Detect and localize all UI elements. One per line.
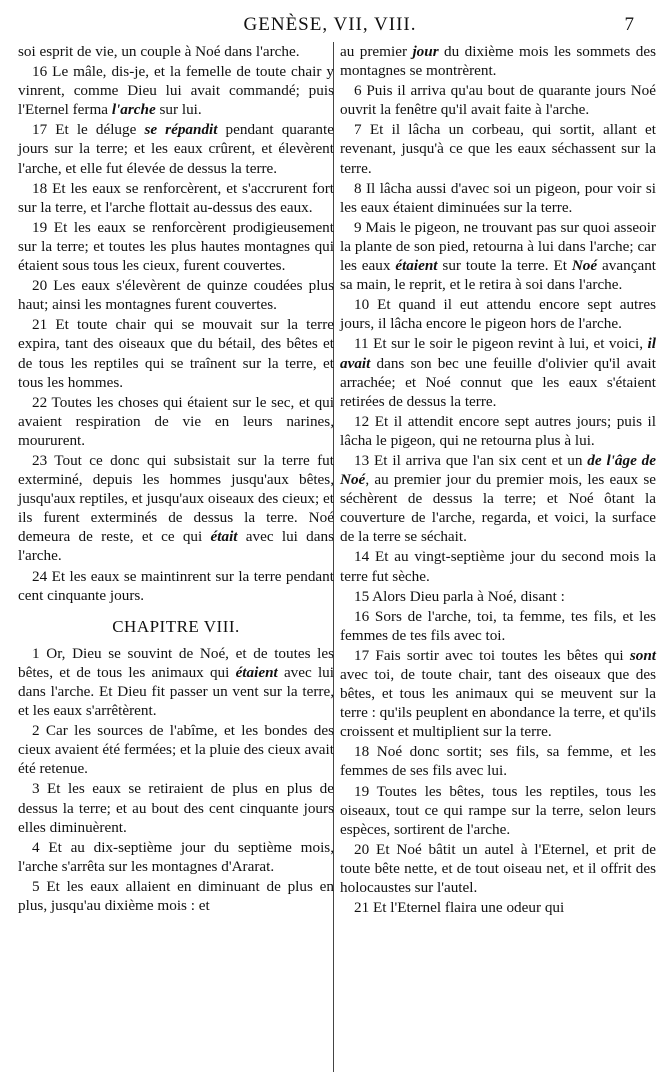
verse-7-24: 24 Et les eaux se maintinrent sur la terre pendant cent cinquante jours. [18, 567, 334, 604]
verse-8-7: 7 Et il lâcha un corbeau, qui sortit, allant et revenant, jusqu'à ce que les eaux séchassent sur la terre. [340, 121, 656, 177]
verse-8-13: 13 Et il arriva que l'an six cent et un de l'âge de Noé, au premier jour du premier mois, les eaux se séchèrent de dessus la terre; et Noé ôtant la couverture de l'arche, regarda, et voici, la surface de la terre se séchait. [340, 451, 656, 546]
verse-8-12: 12 Et il attendit encore sept autres jours; puis il lâcha le pigeon, qui ne retourna plus à lui. [340, 412, 656, 449]
verse-7-18: 18 Et les eaux se renforcèrent, et s'accrurent fort sur la terre, et l'arche flottait au-dessus des eaux. [18, 179, 334, 216]
verse-8-18: 18 Noé donc sortit; ses fils, sa femme, et les femmes de ses fils avec lui. [340, 743, 656, 780]
verse-8-14: 14 Et au vingt-septième jour du second mois la terre fut sèche. [340, 548, 656, 585]
verse-8-1: 1 Or, Dieu se souvint de Noé, et de toutes les bêtes, et de tous les animaux qui étaient avec lui dans l'arche. Et Dieu fit passer un vent sur la terre, et les eaux s'arrêtèrent. [18, 644, 334, 720]
verse-8-15: 15 Alors Dieu parla à Noé, disant : [354, 587, 565, 605]
verse-7-21: 21 Et toute chair qui se mouvait sur la terre expira, tant des oiseaux que du bétail, des bêtes et de tous les reptiles qui se traînent sur la terre, et tous les hommes. [18, 316, 334, 391]
verse-7-19: 19 Et les eaux se renforcèrent prodigieusement sur la terre; et toutes les plus hautes montagnes qui étaient sous tous les cieux, furent couvertes. [18, 218, 334, 275]
running-title: GENÈSE, VII, VIII. [243, 14, 417, 35]
verse-8-11: 11 Et sur le soir le pigeon revint à lui, et voici, il avait dans son bec une feuille d'olivier qu'il avait arrachée; et Noé connut que les eaux s'étaient retirées de dessus la terre. [340, 335, 656, 410]
page-header [0, 0, 660, 42]
verse-8-6: 6 Puis il arriva qu'au bout de quarante jours Noé ouvrit la fenêtre qu'il avait faite à l'arche. [340, 82, 656, 119]
verse-8-4: 4 Et au dix-septième jour du septième mois, l'arche s'arrêta sur les montagnes d'Ararat. [18, 838, 334, 875]
verse-8-9: 9 Mais le pigeon, ne trouvant pas sur quoi asseoir la plante de son pied, retourna à lui dans l'arche; car les eaux étaient sur toute la terre. Et Noé avançant sa main, le reprit, et le retira à soi dans l'arche. [340, 218, 657, 294]
verse-8-10: 10 Et quand il eut attendu encore sept autres jours, il lâcha encore le pigeon hors de l'arche. [340, 296, 656, 333]
verse-8-8: 8 Il lâcha aussi d'avec soi un pigeon, pour voir si les eaux étaient diminuées sur la terre. [340, 179, 656, 216]
verse-7-22: 22 Toutes les choses qui étaient sur le sec, et qui avaient respiration de vie en leurs narines, moururent. [18, 393, 334, 449]
right-column [340, 42, 656, 918]
chapter-heading: CHAPITRE VIII. [112, 616, 240, 636]
verse-8-20: 20 Et Noé bâtit un autel à l'Eternel, et prit de toute bête nette, et de tout oiseau net, et il offrit des holocaustes sur l'autel. [340, 840, 656, 897]
verse-continuation: soi esprit de vie, un couple à Noé dans l'arche. [18, 43, 300, 60]
verse-7-20: 20 Les eaux s'élevèrent de quinze coudées plus haut; ainsi les montagnes furent couvertes. [18, 277, 334, 314]
verse-7-23: 23 Tout ce donc qui subsistait sur la terre fut exterminé, depuis les hommes jusqu'aux bêtes, jusqu'aux reptiles, et jusqu'aux oiseaux des cieux; et ils furent exterminés de dessus la terre. Noé demeura de reste, et ce qui était avec lui dans l'arche. [18, 451, 334, 565]
page-number: 7 [624, 14, 634, 35]
verse-8-3: 3 Et les eaux se retiraient de plus en plus de dessus la terre; et au bout des cent cinquante jours elles diminuèrent. [18, 780, 334, 836]
verse-continuation: au premier jour du dixième mois les sommets des montagnes se montrèrent. [340, 43, 656, 80]
verse-7-17: 17 Et le déluge se répandit pendant quarante jours sur la terre; et les eaux crûrent, et élevèrent l'arche, et elle fut élevée de dessus la terre. [18, 121, 334, 177]
verse-8-17: 17 Fais sortir avec toi toutes les bêtes qui sont avec toi, de toute chair, tant des oiseaux que des bêtes, et tous les animaux qui se meuvent sur la terre : qu'ils peuplent en abondance la terre, et qu'ils croissent et multiplient sur la terre. [340, 646, 656, 741]
verse-8-21: 21 Et l'Eternel flaira une odeur qui [354, 899, 565, 917]
verse-8-2: 2 Car les sources de l'abîme, et les bondes des cieux avaient été fermées; et la pluie des cieux avait été retenue. [18, 722, 334, 778]
verse-8-19: 19 Toutes les bêtes, tous les reptiles, tous les oiseaux, tout ce qui rampe sur la terre, selon leurs espèces, sortirent de l'arche. [340, 782, 656, 838]
verse-7-16: 16 Le mâle, dis-je, et la femelle de toute chair y vinrent, comme Dieu lui avait commandé; puis l'Eternel ferma l'arche sur lui. [18, 63, 334, 119]
verse-8-16: 16 Sors de l'arche, toi, ta femme, tes fils, et les femmes de tes fils avec toi. [340, 607, 656, 644]
verse-8-5: 5 Et les eaux allaient en diminuant de plus en plus, jusqu'au dixième mois : et [18, 877, 334, 915]
left-column [18, 42, 334, 916]
